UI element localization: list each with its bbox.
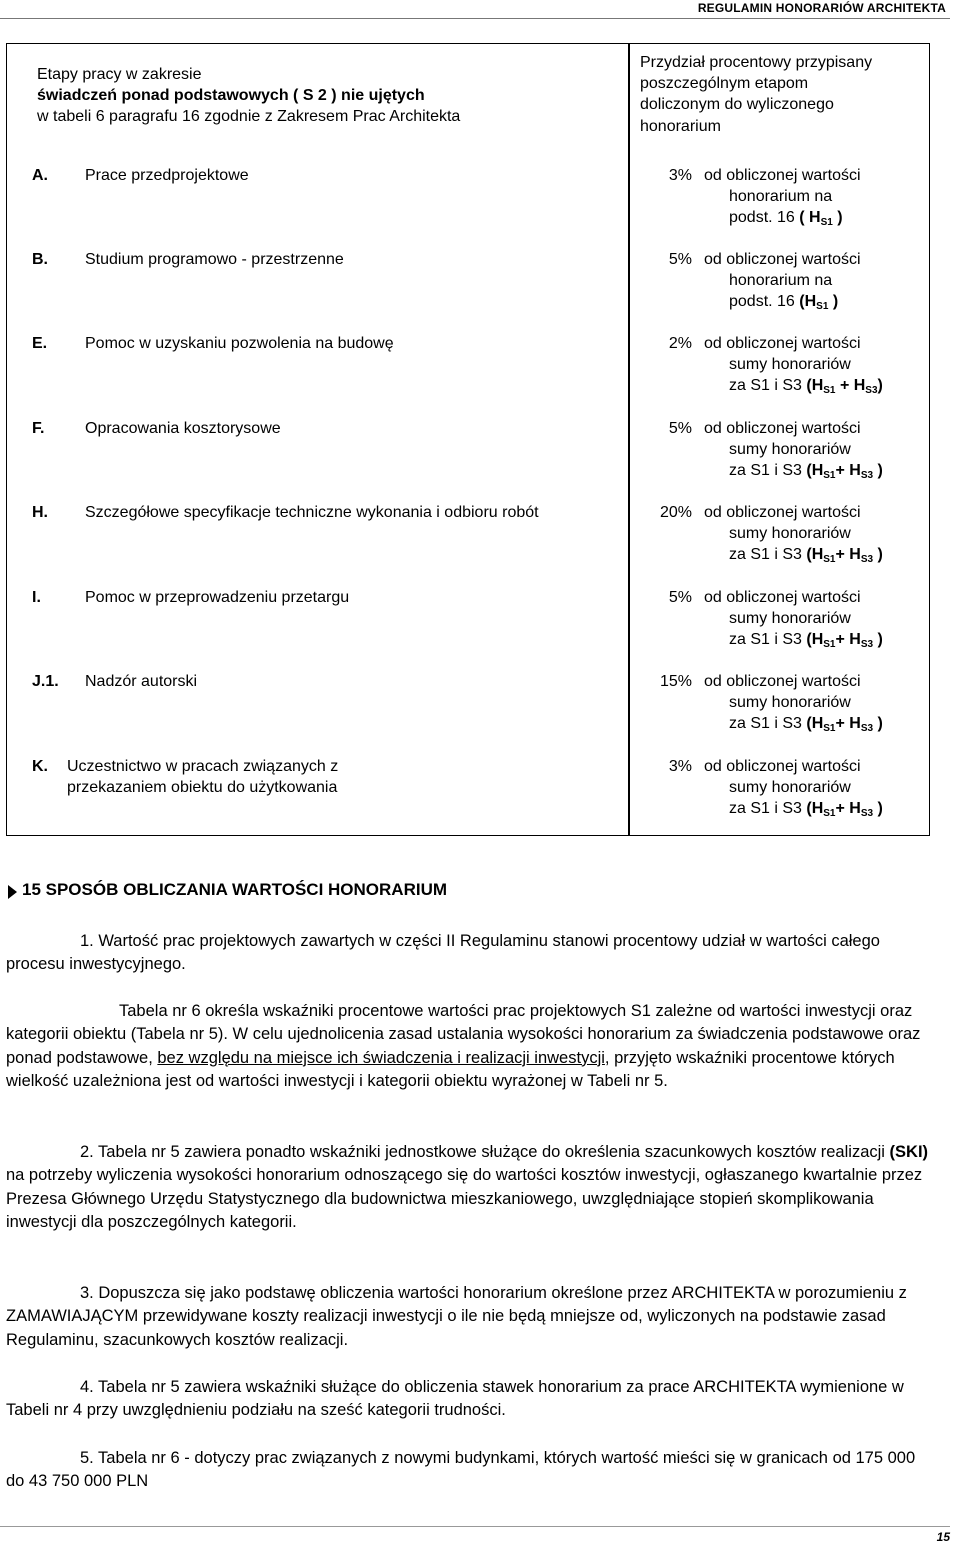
footer-rule: [0, 1526, 950, 1527]
paragraph-3: [6, 1141, 936, 1234]
left-header-line-2: świadczeń ponad podstawowych ( S 2 ) nie ujętych: [37, 87, 425, 104]
paragraph-3-bold: (SKI): [889, 1143, 929, 1161]
row-desc-2: sumy honorariów: [729, 610, 851, 627]
paragraph-2-underlined: bez względu na miejsce ich świadczenia i realizacji inwestycji: [157, 1048, 605, 1067]
row-desc-2: honorarium na: [729, 272, 833, 289]
table-row: [7, 587, 929, 657]
row-percent: 3%: [668, 758, 692, 775]
row-desc-1: od obliczonej wartości: [704, 673, 861, 690]
table-row: [7, 756, 929, 826]
row-desc-3: za S1 i S3 ($H_{S1}+ H_{S3}$ ): [729, 546, 883, 565]
row-name-line-2: przekazaniem obiektu do użytkowania: [67, 779, 338, 796]
row-name: Szczegółowe specyfikacje techniczne wykonania i odbioru robót: [85, 504, 539, 521]
row-desc-3: za S1 i S3 $(H_{S1} + H_{S3})$: [729, 377, 883, 396]
row-name: Uczestnictwo w pracach związanych z: [67, 758, 339, 775]
document-header-title: REGULAMIN HONORARIÓW ARCHITEKTA: [697, 1, 946, 15]
table-row: [7, 165, 929, 235]
paragraph-6: [6, 1447, 936, 1494]
paragraph-1: [6, 930, 936, 977]
paragraph-5: [6, 1376, 936, 1423]
row-desc-3: podst. 16 ($H_{S1}$ ): [729, 293, 839, 312]
row-percent: 5%: [668, 589, 692, 606]
percentage-table: [6, 43, 930, 836]
row-percent: 3%: [668, 167, 692, 184]
row-letter: A.: [32, 167, 48, 184]
row-percent: 5%: [668, 251, 692, 268]
row-desc-3: za S1 i S3 ($H_{S1}+ H_{S3}$ ): [729, 800, 883, 819]
row-desc-3: za S1 i S3 ($H_{S1}+ H_{S3}$ ): [729, 715, 883, 734]
row-desc-1: od obliczonej wartości: [704, 167, 861, 184]
table-row: [7, 333, 929, 403]
row-name: Prace przedprojektowe: [85, 167, 249, 184]
paragraph-1-text: 1. Wartość prac projektowych zawartych w części II Regulaminu stanowi procentowy udział w wartości całego procesu inwestycyjnego.: [6, 932, 880, 974]
table-row: [7, 502, 929, 572]
row-desc-3: za S1 i S3 ($H_{S1}+ H_{S3}$ ): [729, 462, 883, 481]
row-desc-1: od obliczonej wartości: [704, 504, 861, 521]
row-percent: 2%: [668, 335, 692, 352]
paragraph-5-text: 4. Tabela nr 5 zawiera wskaźniki służące do obliczenia stawek honorarium za prace ARCHITEKTA wymienione w Tabeli nr 4 przy uwzględnieniu podziału na sześć kategorii trudności.: [6, 1378, 904, 1420]
section-arrow-icon: [8, 885, 17, 899]
row-desc-1: od obliczonej wartości: [704, 335, 861, 352]
row-letter: J.1.: [32, 673, 59, 690]
row-name: Nadzór autorski: [85, 673, 198, 690]
paragraph-3-text-a: 2. Tabela nr 5 zawiera ponadto wskaźniki jednostkowe służące do określenia szacunkowych kosztów realizacji: [80, 1143, 890, 1161]
right-header-line-2: poszczególnym etapom: [640, 75, 809, 92]
row-letter: B.: [32, 251, 48, 268]
paragraph-2: [6, 1000, 936, 1093]
table-row: [7, 249, 929, 319]
row-desc-1: od obliczonej wartości: [704, 420, 861, 437]
left-header-line-3: w tabeli 6 paragrafu 16 zgodnie z Zakresem Prac Architekta: [37, 108, 461, 125]
row-desc-3: podst. 16 ( $H_{S1}$ ): [729, 209, 843, 228]
row-desc-1: od obliczonej wartości: [704, 251, 861, 268]
row-desc-2: sumy honorariów: [729, 694, 851, 711]
header-rule: [0, 18, 950, 19]
paragraph-2-text-a: Tabela nr 6 określa wskaźniki procentowe wartości prac projektowych S1 zależne od wartości inwestycji oraz kategorii obiektu (Tabela nr 5). W celu ujednolicenia zasad ustalania wysokości honorarium za świadczenia podstawowe oraz ponad podstawowe,: [6, 1002, 921, 1067]
row-desc-2: sumy honorariów: [729, 356, 851, 373]
row-percent: 15%: [659, 673, 692, 690]
row-percent: 20%: [659, 504, 692, 521]
page-number: 15: [936, 1530, 950, 1544]
paragraph-3-text-c: na potrzeby wyliczenia wysokości honorarium odnoszącego się do wartości kosztów inwestycji, ogłaszanego kwartalnie przez Prezesa Głównego Urzędu Statystycznego dla budownictwa mieszkaniowego, uwzględniające stopień skomplikowania inwestycji dla poszczególnych kategorii.: [6, 1166, 923, 1231]
row-desc-2: sumy honorariów: [729, 525, 851, 542]
row-name: Pomoc w uzyskaniu pozwolenia na budowę: [85, 335, 394, 352]
table-row: [7, 418, 929, 488]
row-letter: F.: [32, 420, 45, 437]
row-desc-2: sumy honorariów: [729, 779, 851, 796]
row-letter: E.: [32, 335, 48, 352]
row-desc-2: sumy honorariów: [729, 441, 851, 458]
row-percent: 5%: [668, 420, 692, 437]
row-desc-1: od obliczonej wartości: [704, 758, 861, 775]
paragraph-2-text-b: , przyjęto wskaźniki procentowe których wielkość uzależniona jest od wartości inwestycji i kategorii obiektu wyrażonej w Tabeli nr 5.: [6, 1048, 895, 1090]
right-header-line-4: honorarium: [640, 118, 721, 135]
row-name: Studium programowo - przestrzenne: [85, 251, 344, 268]
paragraph-4: [6, 1282, 936, 1352]
table-row: [7, 671, 929, 741]
row-desc-3: za S1 i S3 ($H_{S1}+ H_{S3}$ ): [729, 631, 883, 650]
right-header-line-3: doliczonym do wyliczonego: [640, 96, 834, 113]
paragraph-4-text: 3. Dopuszcza się jako podstawę obliczenia wartości honorarium określone przez ARCHITEKTA w porozumieniu z ZAMAWIAJĄCYM przewidywane koszty realizacji inwestycji o ile nie będą mniejsze od, wyliczonych na podstawie zasad Regulaminu, szacunkowych kosztów realizacji.: [6, 1284, 907, 1349]
row-desc-2: honorarium na: [729, 188, 833, 205]
left-header-line-1: Etapy pracy w zakresie: [37, 66, 202, 83]
row-name: Opracowania kosztorysowe: [85, 420, 281, 437]
row-letter: K.: [32, 758, 48, 775]
right-header-line-1: Przydział procentowy przypisany: [640, 54, 873, 71]
row-letter: H.: [32, 504, 48, 521]
section-title: 15 SPOSÓB OBLICZANIA WARTOŚCI HONORARIUM: [22, 880, 448, 899]
row-desc-1: od obliczonej wartości: [704, 589, 861, 606]
paragraph-6-text: 5. Tabela nr 6 - dotyczy prac związanych z nowymi budynkami, których wartość mieści się w granicach od 175 000 do 43 750 000 PLN: [6, 1449, 916, 1491]
row-letter: I.: [32, 589, 41, 606]
row-name: Pomoc w przeprowadzeniu przetargu: [85, 589, 350, 606]
